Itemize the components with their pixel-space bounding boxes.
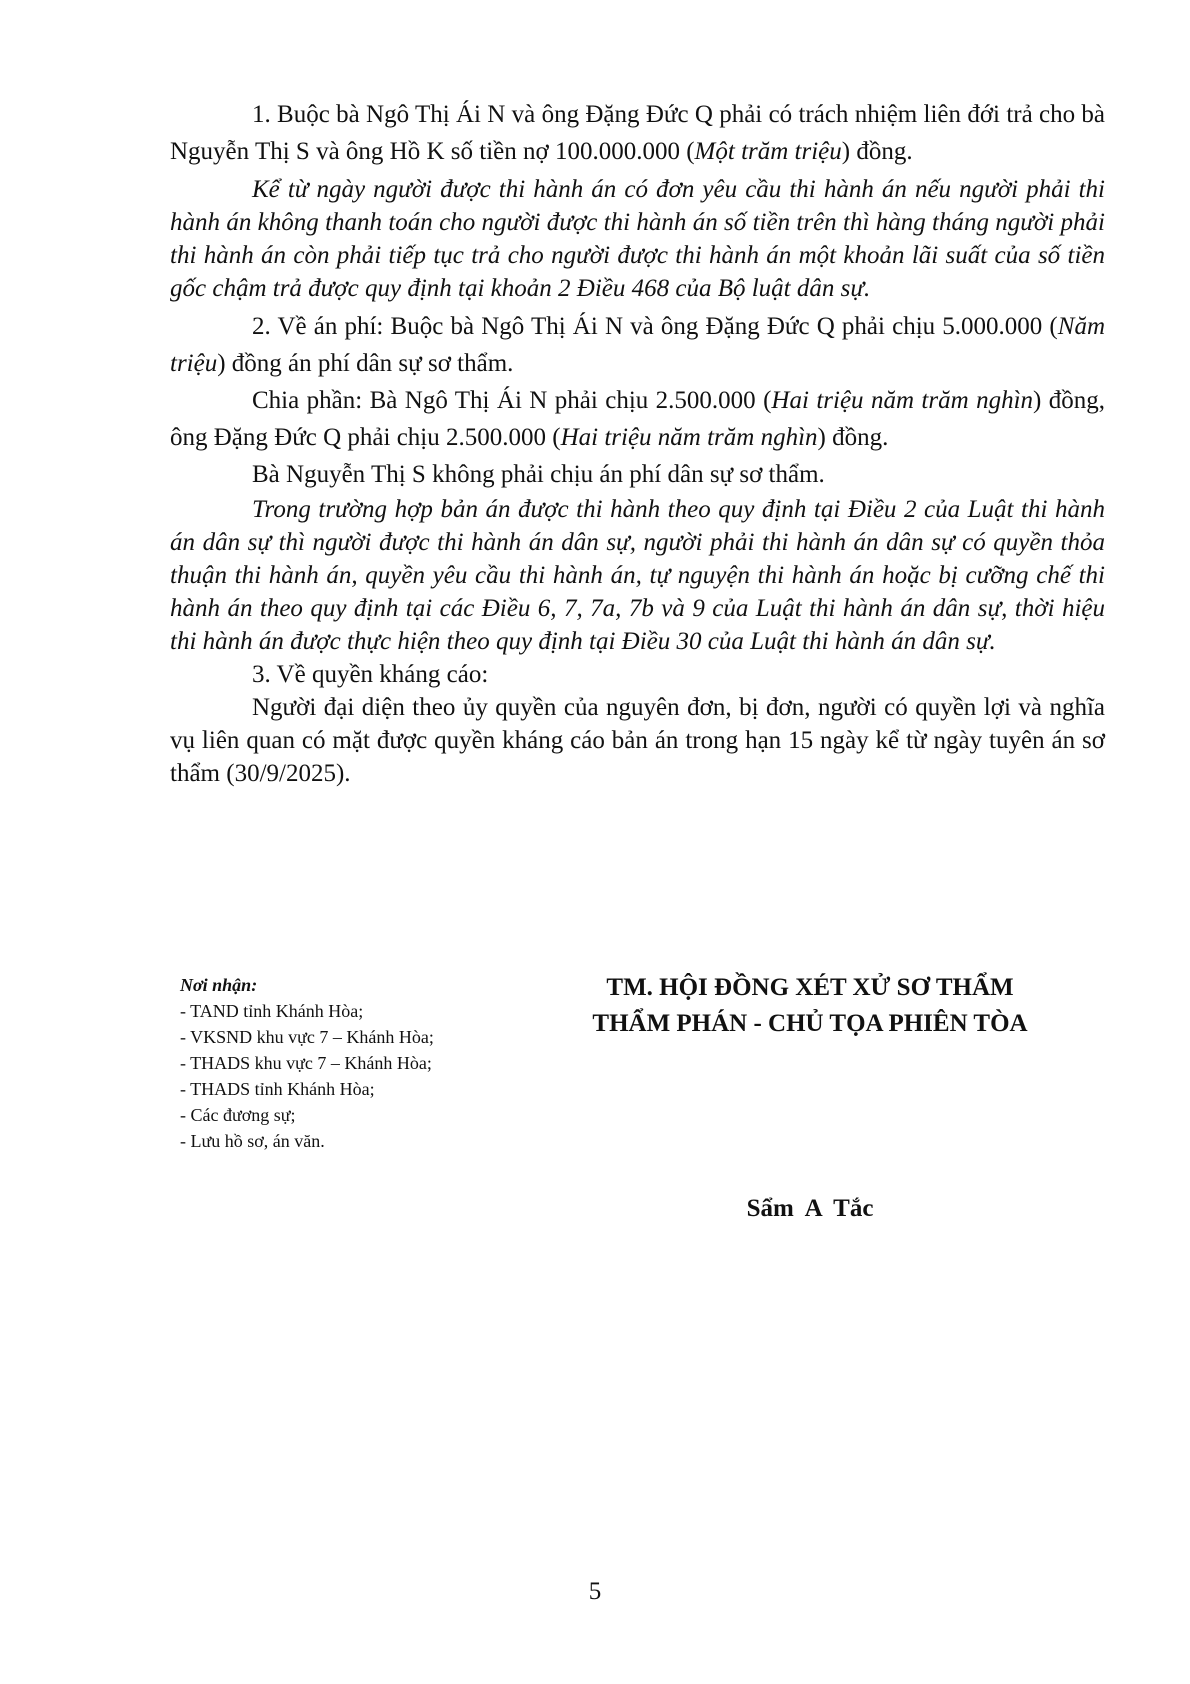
signature-council-title: TM. HỘI ĐỒNG XÉT XỬ SƠ THẨM [606,974,1014,1001]
paragraph-enforcement: Trong trường hợp bản án được thi hành theo quy định tại Điều 2 của Luật thi hành án dân sự thì người được thi hành án dân sự, người phải thi hành án dân sự có quyền thỏa thuận thi hành án, quyền yêu cầu thi hành án, tự nguyện thi hành án hoặc bị cưỡng chế thi hành án theo quy định tại các Điều 6, 7, 7a, 7b và 9 của Luật thi hành án dân sự, thời hiệu thi hành án được thực hiện theo quy định tại Điều 30 của Luật thi hành án dân sự. [170,496,1105,655]
text-run: 2. Về án phí: Buộc bà Ngô Thị Ái N và ông Đặng Đức Q phải chịu 5.000.000 ( [252,313,1058,340]
paragraph-appeal-heading: 3. Về quyền kháng cáo: [252,661,489,688]
recipient-item: - VKSND khu vực 7 – Khánh Hòa; [180,1027,434,1047]
paragraph-appeal-right: Người đại diện theo ủy quyền của nguyên đơn, bị đơn, người có quyền lợi và nghĩa vụ liên quan có mặt được quyền kháng cáo bản án trong hạn 15 ngày kể từ ngày tuyên án sơ thẩm (30/9/2025). [170,694,1105,787]
text-run: Chia phần: Bà Ngô Thị Ái N phải chịu 2.500.000 ( [252,387,772,414]
signature-block [560,970,1060,1042]
recipient-item: - Các đương sự; [180,1105,296,1125]
paragraph-fee-exemption: Bà Nguyễn Thị S không phải chịu án phí dân sự sơ thẩm. [252,461,825,488]
paragraph-fee-division [170,382,1105,456]
amount-in-words: Hai triệu năm trăm nghìn [560,424,818,451]
text-run: ) đồng án phí dân sự sơ thẩm. [217,350,514,377]
amount-in-words: Hai triệu năm trăm nghìn [771,387,1034,414]
page-number: 5 [588,1578,602,1605]
signature-judge-title: THẨM PHÁN - CHỦ TỌA PHIÊN TÒA [592,1010,1028,1037]
text-run: 1. Buộc bà Ngô Thị Ái N và ông Đặng Đức Q phải có trách nhiệm liên đới trả cho bà Nguyễn Thị S và ông Hồ K số tiền nợ 100.000.000 ( [170,101,1105,165]
amount-in-words: Năm triệu [170,313,1105,377]
recipient-item: - Lưu hồ sơ, án văn. [180,1131,325,1151]
paragraph-court-fee [170,308,1105,382]
recipient-item: - THADS tỉnh Khánh Hòa; [180,1079,375,1099]
recipients-title: Nơi nhận: [180,975,258,995]
recipients-block [180,972,540,1154]
paragraph-interest: Kể từ ngày người được thi hành án có đơn yêu cầu thi hành án nếu người phải thi hành án không thanh toán cho người được thi hành án số tiền trên thì hàng tháng người phải thi hành án còn phải tiếp tục trả cho người được thi hành án một khoản lãi suất của số tiền gốc chậm trả được quy định tại khoản 2 Điều 468 của Bộ luật dân sự. [170,176,1105,302]
text-run: ) đồng. [841,138,913,165]
amount-in-words: Một trăm triệu [694,138,842,165]
signer-name: Sẩm A Tắc [746,1195,874,1222]
text-run: ) đồng, ông Đặng Đức Q phải chịu 2.500.000 ( [170,387,1106,451]
text-run: ) đồng. [817,424,889,451]
judgment-body [170,96,1105,790]
paragraph-debt-order [170,96,1105,170]
recipient-item: - THADS khu vực 7 – Khánh Hòa; [180,1053,432,1073]
recipient-item: - TAND tỉnh Khánh Hòa; [180,1001,364,1021]
